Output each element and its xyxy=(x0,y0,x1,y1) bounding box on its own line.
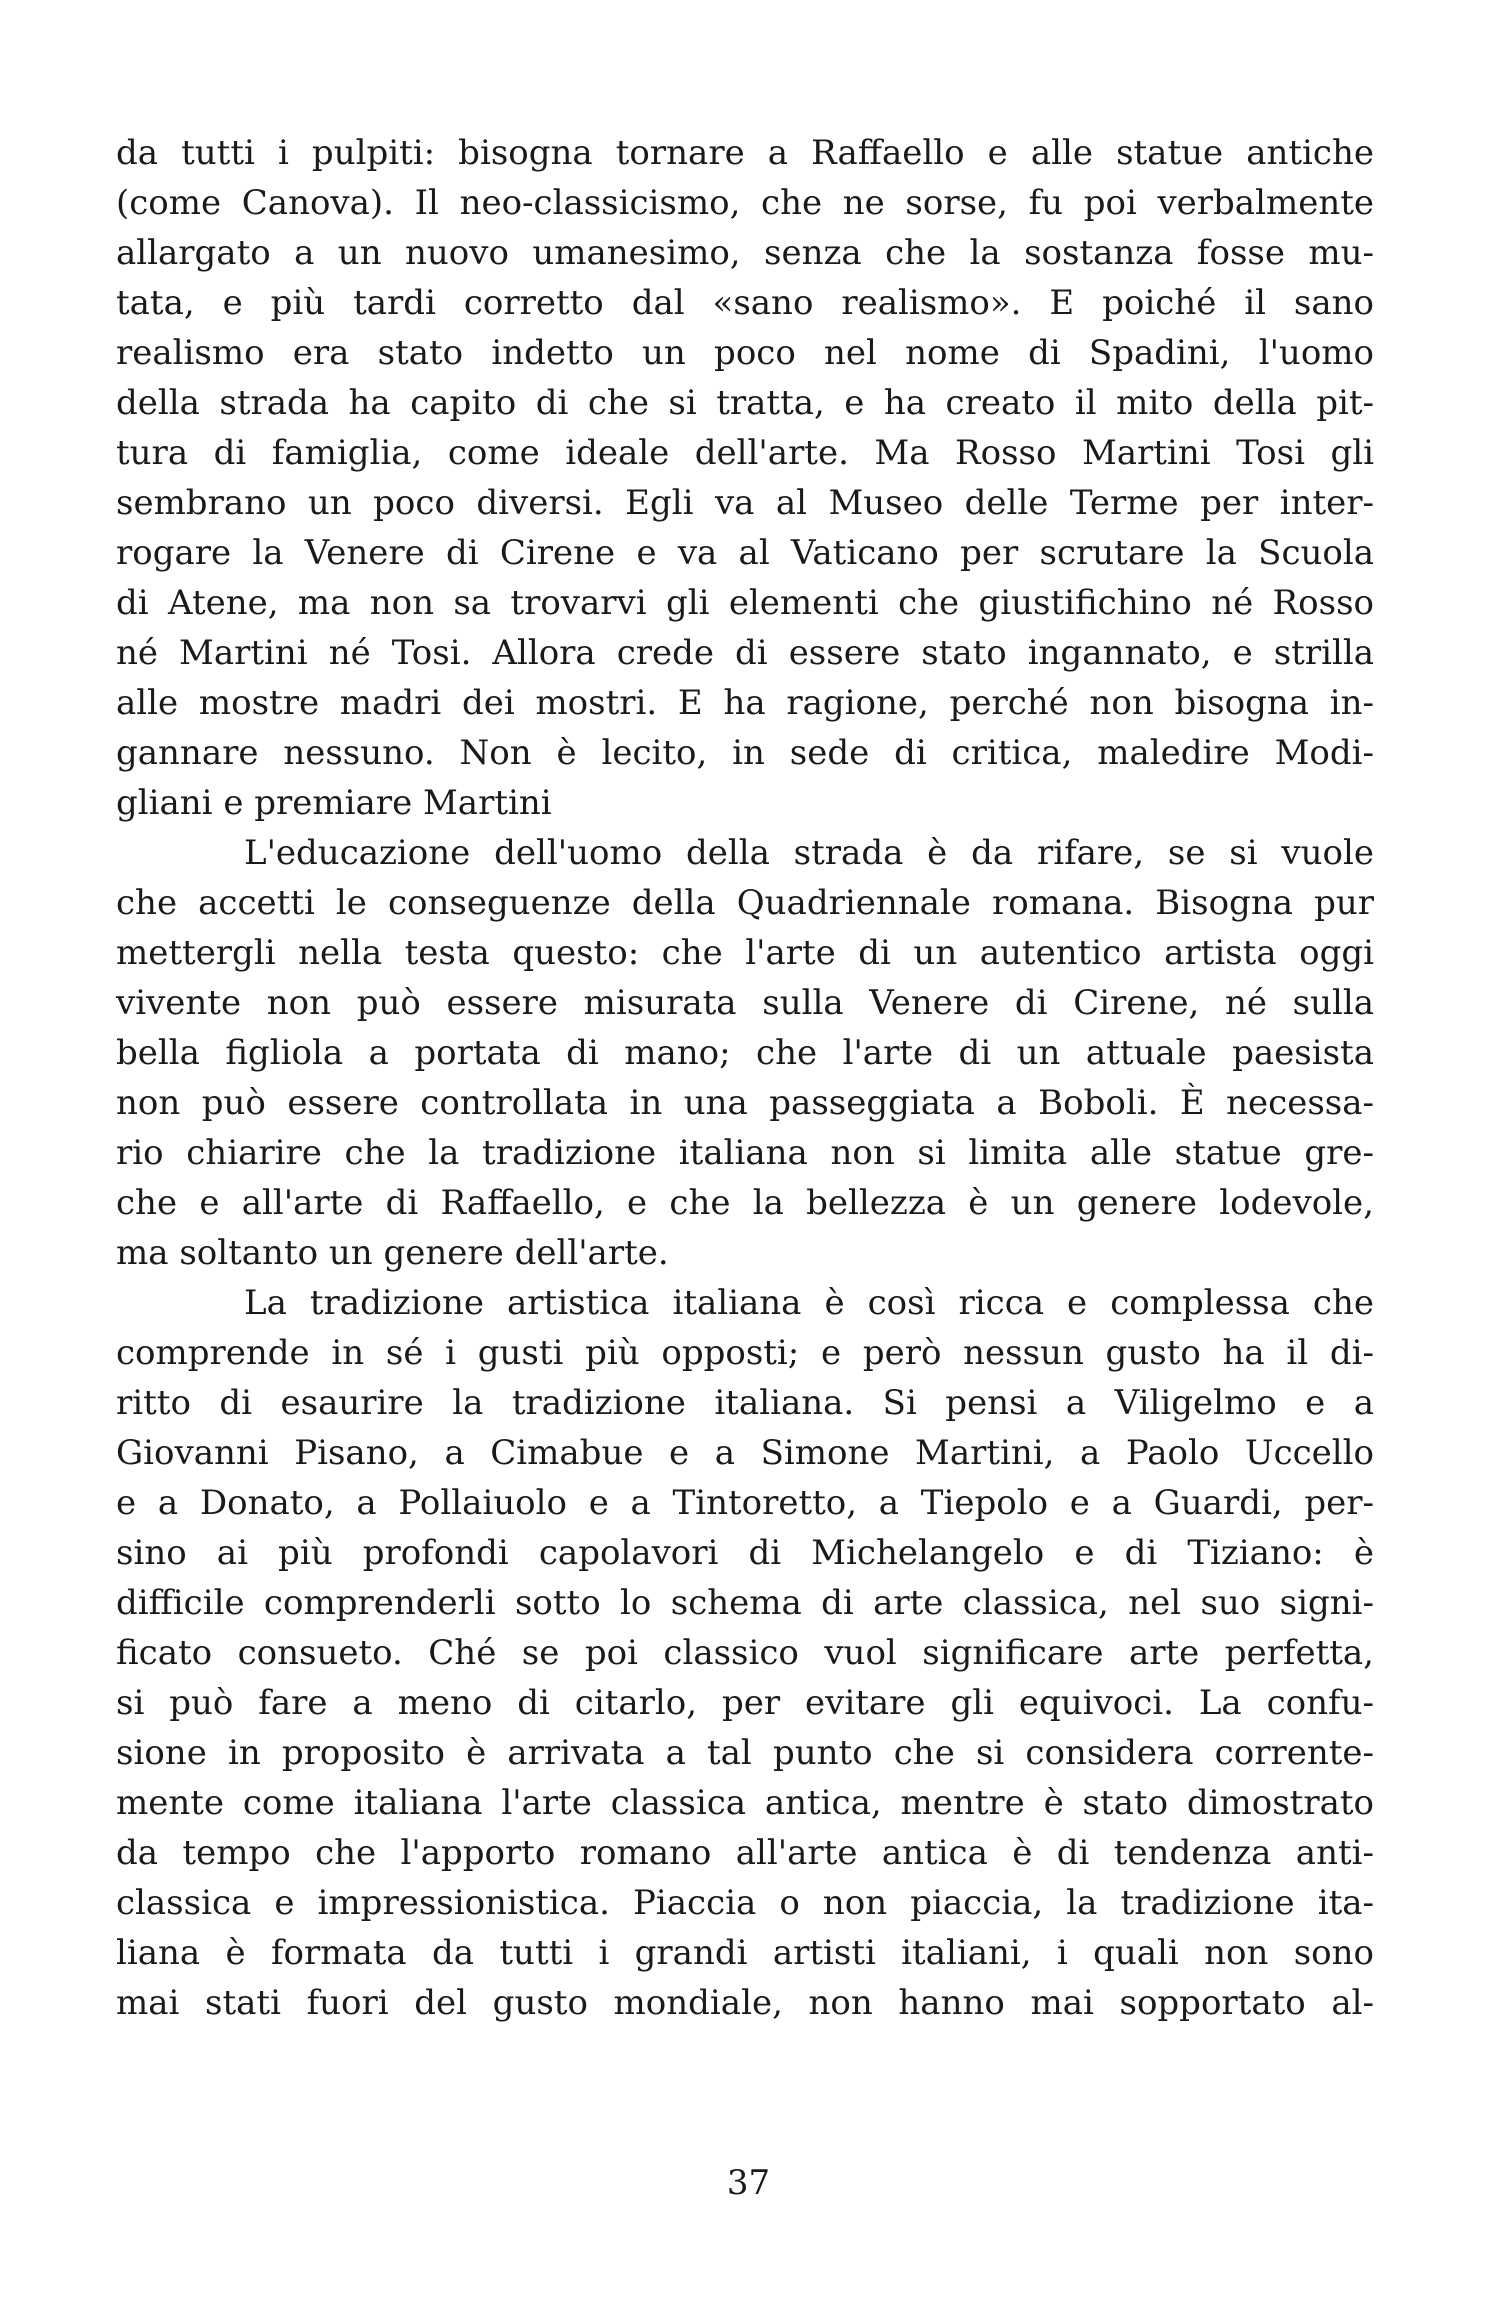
text-line: (come Canova). Il neo-classicismo, che ne sorse, fu poi verbalmente xyxy=(116,183,1374,223)
text-line: rogare la Venere di Cirene e va al Vaticano per scrutare la Scuola xyxy=(116,533,1374,573)
text-line: allargato a un nuovo umanesimo, senza che la sostanza fosse mu- xyxy=(116,233,1374,273)
text-line: tata, e più tardi corretto dal «sano realismo». E poiché il sano xyxy=(116,283,1374,323)
text-line: L'educazione dell'uomo della strada è da rifare, se si vuole xyxy=(244,833,1374,873)
text-line: mai stati fuori del gusto mondiale, non hanno mai sopportato al- xyxy=(116,1983,1374,2023)
text-line: da tempo che l'apporto romano all'arte antica è di tendenza anti- xyxy=(116,1833,1374,1873)
text-line: ma soltanto un genere dell'arte. xyxy=(116,1233,669,1273)
text-line: comprende in sé i gusti più opposti; e però nessun gusto ha il di- xyxy=(116,1333,1374,1373)
text-line: e a Donato, a Pollaiuolo e a Tintoretto, a Tiepolo e a Guardi, per- xyxy=(116,1483,1374,1523)
text-line: bella figliola a portata di mano; che l'arte di un attuale paesista xyxy=(116,1033,1374,1073)
body-text xyxy=(116,128,1374,2028)
text-line: ficato consueto. Ché se poi classico vuol significare arte perfetta, xyxy=(116,1633,1374,1673)
text-line: La tradizione artistica italiana è così ricca e complessa che xyxy=(244,1283,1374,1323)
text-line: gliani e premiare Martini xyxy=(116,783,552,823)
text-line: tura di famiglia, come ideale dell'arte. Ma Rosso Martini Tosi gli xyxy=(116,433,1374,473)
text-line: non può essere controllata in una passeggiata a Boboli. È necessa- xyxy=(116,1083,1374,1123)
text-line: liana è formata da tutti i grandi artisti italiani, i quali non sono xyxy=(116,1933,1374,1973)
text-line: da tutti i pulpiti: bisogna tornare a Raffaello e alle statue antiche xyxy=(116,133,1374,173)
text-line: Giovanni Pisano, a Cimabue e a Simone Martini, a Paolo Uccello xyxy=(116,1433,1374,1473)
text-line: mettergli nella testa questo: che l'arte di un autentico artista oggi xyxy=(116,933,1374,973)
text-line: sino ai più profondi capolavori di Michelangelo e di Tiziano: è xyxy=(116,1533,1374,1573)
text-line: ritto di esaurire la tradizione italiana. Si pensi a Viligelmo e a xyxy=(116,1383,1374,1423)
text-line: gannare nessuno. Non è lecito, in sede di critica, maledire Modi- xyxy=(116,733,1374,773)
text-line: sione in proposito è arrivata a tal punto che si considera corrente- xyxy=(116,1733,1374,1773)
text-line: mente come italiana l'arte classica antica, mentre è stato dimostrato xyxy=(116,1783,1374,1823)
text-line: rio chiarire che la tradizione italiana non si limita alle statue gre- xyxy=(116,1133,1374,1173)
text-line: alle mostre madri dei mostri. E ha ragione, perché non bisogna in- xyxy=(116,683,1374,723)
text-line: classica e impressionistica. Piaccia o non piaccia, la tradizione ita- xyxy=(116,1883,1374,1923)
text-line: vivente non può essere misurata sulla Venere di Cirene, né sulla xyxy=(116,983,1374,1023)
text-line: che accetti le conseguenze della Quadriennale romana. Bisogna pur xyxy=(116,883,1374,923)
text-line: né Martini né Tosi. Allora crede di essere stato ingannato, e strilla xyxy=(116,633,1374,673)
text-line: sembrano un poco diversi. Egli va al Museo delle Terme per inter- xyxy=(116,483,1374,523)
text-line: realismo era stato indetto un poco nel nome di Spadini, l'uomo xyxy=(116,333,1374,373)
text-line: di Atene, ma non sa trovarvi gli elementi che giustifichino né Rosso xyxy=(116,583,1374,623)
text-line: difficile comprenderli sotto lo schema di arte classica, nel suo signi- xyxy=(116,1583,1374,1623)
text-line: che e all'arte di Raffaello, e che la bellezza è un genere lodevole, xyxy=(116,1183,1374,1223)
text-line: si può fare a meno di citarlo, per evitare gli equivoci. La confu- xyxy=(116,1683,1374,1723)
text-line: della strada ha capito di che si tratta, e ha creato il mito della pit- xyxy=(116,383,1374,423)
page-number: 37 xyxy=(726,2163,771,2203)
